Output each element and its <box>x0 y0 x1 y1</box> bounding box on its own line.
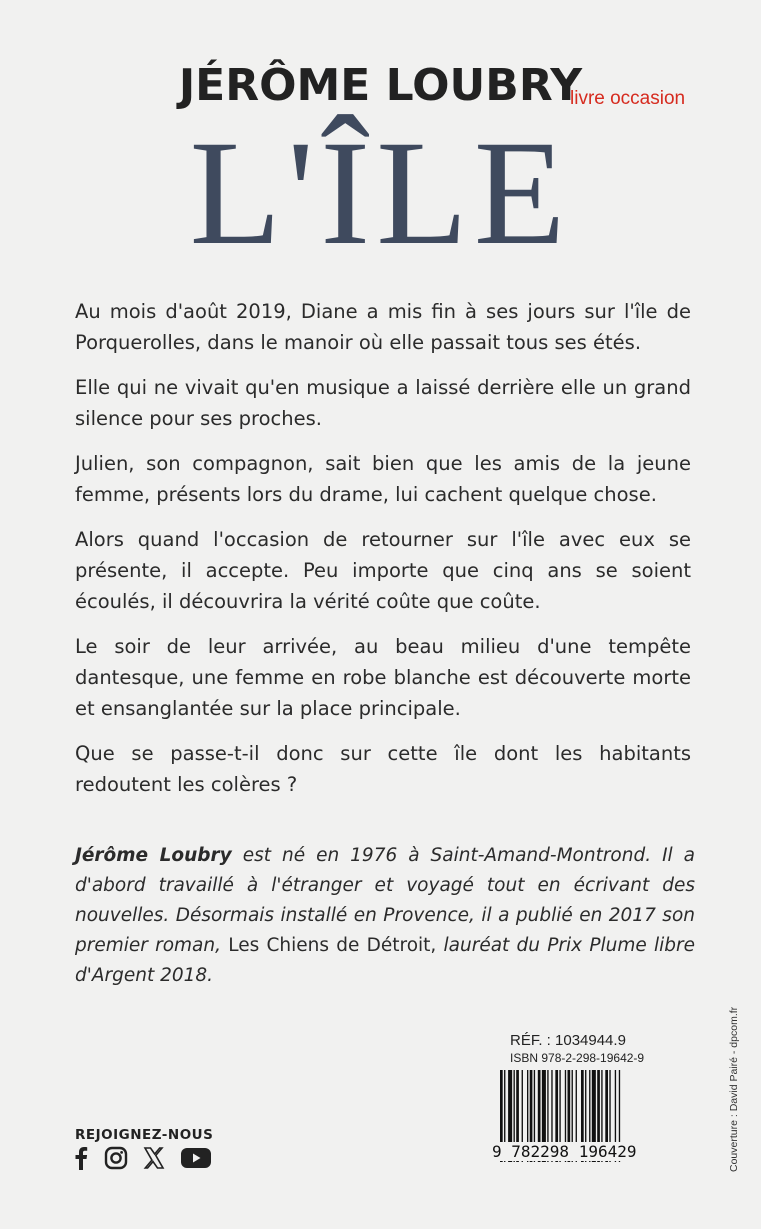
cover-credit: Couverture : David Pairé - dpcom.fr <box>728 1006 740 1172</box>
blurb-paragraph: Le soir de leur arrivée, au beau milieu d'une tempête dantesque, une femme en robe blanche est découverte morte et ensanglantée sur la place principale. <box>75 635 691 720</box>
reference-number: RÉF. : 1034944.9 <box>510 1032 626 1049</box>
blurb-paragraph: Que se passe-t-il donc sur cette île dont les habitants redoutent les colères ? <box>75 742 691 796</box>
bio-text-end: lauréat du Prix Plume libre d'Argent 2018. <box>75 935 696 986</box>
isbn: ISBN 978-2-298-19642-9 <box>510 1051 645 1065</box>
blurb-paragraph: Elle qui ne vivait qu'en musique a laissé derrière elle un grand silence pour ses proches. <box>75 376 691 430</box>
used-book-label: livre occasion <box>570 88 686 109</box>
x-icon[interactable] <box>142 1146 166 1170</box>
blurb-paragraph: Julien, son compagnon, sait bien que les amis de la jeune femme, présents lors du drame, lui cachent quelque chose. <box>75 452 691 506</box>
social-label: REJOIGNEZ-NOUS <box>75 1127 214 1143</box>
blurb <box>75 296 691 814</box>
social-icons <box>72 1146 212 1170</box>
facebook-icon[interactable] <box>72 1146 90 1170</box>
blurb-paragraph: Au mois d'août 2019, Diane a mis fin à ses jours sur l'île de Porquerolles, dans le manoir où elle passait tous ses étés. <box>75 300 691 354</box>
barcode-digits: 9 782298 196429 <box>492 1142 637 1161</box>
author-name: JÉRÔME LOUBRY <box>178 60 583 111</box>
book-title: L'ÎLE <box>189 110 572 276</box>
bio-text: est né en 1976 à Saint-Amand-Montrond. Il a d'abord travaillé à l'étranger et voyagé tout en écrivant des nouvelles. Désormais installé en Provence, il a publié en 2017 son premier roman, <box>75 845 696 956</box>
author-bio <box>75 841 695 991</box>
youtube-icon[interactable] <box>180 1146 212 1170</box>
blurb-paragraph: Alors quand l'occasion de retourner sur l'île avec eux se présente, il accepte. Peu importe que cinq ans se soient écoulés, il découvrira la vérité coûte que coûte. <box>75 528 691 613</box>
instagram-icon[interactable] <box>104 1146 128 1170</box>
bio-author-name: Jérôme Loubry <box>75 845 232 866</box>
bio-book-title: Les Chiens de Détroit, <box>228 935 437 956</box>
